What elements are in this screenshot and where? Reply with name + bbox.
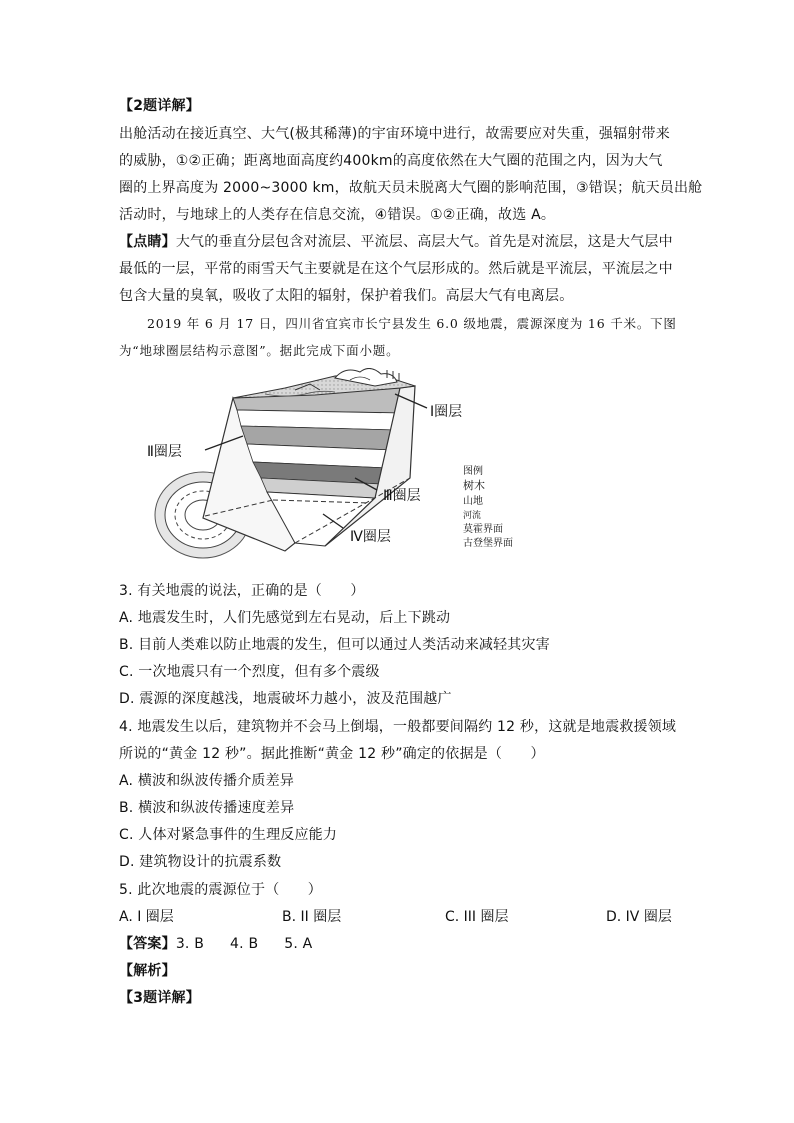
label-layer-IV: Ⅳ圈层 bbox=[350, 529, 391, 545]
dianjing-line bbox=[119, 231, 673, 253]
q3-detail-header: 【3题详解】 bbox=[119, 990, 200, 1006]
answer-label: 【答案】 bbox=[119, 936, 176, 952]
label-layer-II: Ⅱ圈层 bbox=[147, 444, 182, 460]
legend-item: 古登堡界面 bbox=[463, 538, 513, 549]
q4-option-a: A. 横波和纵波传播介质差异 bbox=[119, 773, 295, 789]
answer-item: 5. A bbox=[284, 936, 313, 952]
figure-legend bbox=[463, 464, 513, 549]
legend-item: 树木 bbox=[463, 479, 485, 492]
earth-layer-diagram bbox=[145, 368, 535, 563]
dianjing-label: 【点睛】 bbox=[119, 234, 176, 250]
q2-line: 出舱活动在接近真空、大气(极其稀薄)的宇宙环境中进行，故需要应对失重，强辐射带来 bbox=[119, 126, 670, 142]
q2-line: 活动时，与地球上的人类存在信息交流，④错误。①②正确，故选 A。 bbox=[119, 207, 556, 223]
q4-option-c: C. 人体对紧急事件的生理反应能力 bbox=[119, 827, 338, 843]
legend-item: 图例 bbox=[463, 466, 483, 477]
legend-item: 山地 bbox=[463, 496, 483, 507]
q3-option-c: C. 一次地震只有一个烈度，但有多个震级 bbox=[119, 664, 380, 680]
legend-item: 莫霍界面 bbox=[463, 524, 503, 535]
answer-item: 3. B bbox=[175, 936, 205, 952]
label-layer-I: Ⅰ圈层 bbox=[430, 404, 463, 420]
jiexi-label: 【解析】 bbox=[119, 963, 176, 979]
label-layer-III: Ⅲ圈层 bbox=[383, 488, 421, 504]
q3-option-d: D. 震源的深度越浅，地震破坏力越小，波及范围越广 bbox=[119, 691, 452, 707]
dianjing-line: 包含大量的臭氧，吸收了太阳的辐射，保护着我们。高层大气有电离层。 bbox=[119, 288, 574, 304]
legend-item: 河流 bbox=[463, 511, 482, 521]
q2-line: 圈的上界高度为 2000~3000 km，故航天员未脱离大气圈的影响范围，③错误；航天员出舱 bbox=[119, 180, 703, 196]
dianjing-line: 最低的一层，平常的雨雪天气主要就是在这个气层形成的。然后就是平流层，平流层之中 bbox=[119, 261, 673, 277]
q3-stem: 3. 有关地震的说法，正确的是（ ） bbox=[119, 583, 365, 599]
q5-option-c: C. III 圈层 bbox=[445, 909, 509, 925]
dianjing-text: 大气的垂直分层包含对流层、平流层、高层大气。首先是对流层，这是大气层中 bbox=[175, 234, 673, 250]
intro-line: 为“地球圈层结构示意图”。据此完成下面小题。 bbox=[119, 343, 400, 358]
answer-line bbox=[119, 933, 312, 955]
q4-option-b: B. 横波和纵波传播速度差异 bbox=[119, 800, 295, 816]
q2-header: 【2题详解】 bbox=[119, 98, 200, 114]
q2-line: 的威胁，①②正确；距离地面高度约400km的高度依然在大气圈的范围之内，因为大气 bbox=[119, 153, 663, 169]
q5-option-a: A. I 圈层 bbox=[119, 909, 174, 925]
q5-option-d: D. IV 圈层 bbox=[606, 909, 672, 925]
q4-stem: 4. 地震发生以后，建筑物并不会马上倒塌，一般都要间隔约 12 秒，这就是地震救援领域 bbox=[119, 719, 677, 735]
q3-option-a: A. 地震发生时，人们先感觉到左右晃动，后上下跳动 bbox=[119, 610, 451, 626]
q5-stem: 5. 此次地震的震源位于（ ） bbox=[119, 882, 323, 898]
answer-item: 4. B bbox=[230, 936, 259, 952]
q4-option-d: D. 建筑物设计的抗震系数 bbox=[119, 854, 282, 870]
q5-option-b: B. II 圈层 bbox=[282, 909, 342, 925]
q3-option-b: B. 目前人类难以防止地震的发生，但可以通过人类活动来减轻其灾害 bbox=[119, 637, 550, 653]
intro-line: 2019 年 6 月 17 日，四川省宜宾市长宁县发生 6.0 级地震，震源深度为 16 千米。下图 bbox=[147, 316, 677, 331]
q4-stem: 所说的“黄金 12 秒”。据此推断“黄金 12 秒”确定的依据是（ ） bbox=[119, 746, 545, 762]
